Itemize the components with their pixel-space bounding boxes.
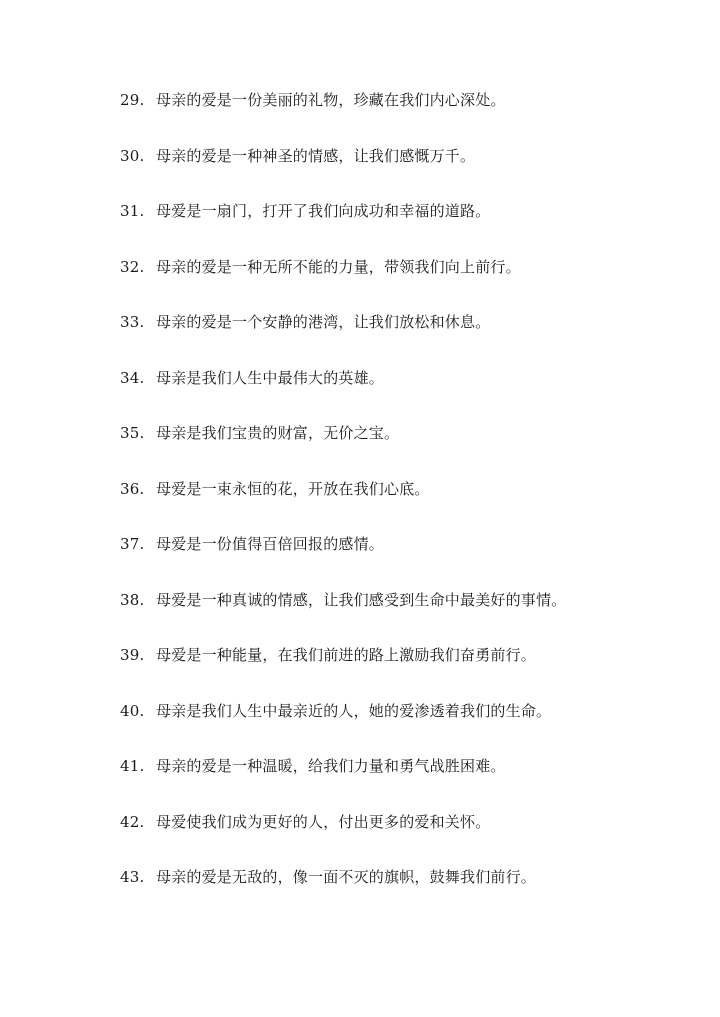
item-text: 母亲是我们人生中最亲近的人，她的爱渗透着我们的生命。: [156, 701, 552, 720]
item-text: 母爱使我们成为更好的人，付出更多的爱和关怀。: [156, 812, 491, 831]
item-number: 42.: [120, 812, 145, 831]
list-item: [120, 253, 700, 309]
item-text: 母爱是一扇门，打开了我们向成功和幸福的道路。: [156, 202, 491, 220]
item-number: 38.: [120, 590, 145, 609]
item-text: 母亲是我们人生中最伟大的英雄。: [156, 368, 385, 387]
item-number: 40.: [120, 701, 145, 720]
list-item: [120, 863, 700, 919]
item-number: 41.: [120, 757, 145, 775]
list-item: [120, 752, 700, 808]
list-item: [120, 86, 700, 142]
item-number: 33.: [120, 313, 145, 331]
item-text: 母亲的爱是一份美丽的礼物，珍藏在我们内心深处。: [156, 91, 506, 109]
list-item: [120, 586, 700, 642]
numbered-list: [120, 86, 700, 919]
list-item: [120, 419, 700, 475]
item-text: 母爱是一份值得百倍回报的感情。: [156, 535, 385, 553]
item-text: 母亲的爱是一种无所不能的力量，带领我们向上前行。: [156, 257, 521, 276]
list-item: [120, 530, 700, 586]
item-number: 32.: [120, 257, 145, 276]
list-item: [120, 308, 700, 364]
list-item: [120, 197, 700, 253]
item-text: 母爱是一种真诚的情感，让我们感受到生命中最美好的事情。: [156, 590, 567, 609]
item-number: 35.: [120, 424, 145, 442]
item-text: 母亲的爱是无敌的，像一面不灭的旗帜，鼓舞我们前行。: [156, 868, 537, 886]
item-text: 母亲的爱是一种温暖，给我们力量和勇气战胜困难。: [156, 757, 506, 775]
item-text: 母爱是一束永恒的花，开放在我们心底。: [156, 479, 430, 498]
item-number: 29.: [120, 91, 145, 109]
item-number: 31.: [120, 202, 145, 220]
item-number: 36.: [120, 479, 145, 498]
item-number: 30.: [120, 146, 145, 165]
item-number: 37.: [120, 535, 145, 553]
item-number: 34.: [120, 368, 145, 387]
list-item: [120, 142, 700, 198]
list-item: [120, 697, 700, 753]
item-number: 39.: [120, 646, 145, 664]
list-item: [120, 364, 700, 420]
list-item: [120, 641, 700, 697]
list-item: [120, 808, 700, 864]
item-text: 母亲的爱是一个安静的港湾，让我们放松和休息。: [156, 313, 491, 331]
item-number: 43.: [120, 868, 145, 886]
item-text: 母亲是我们宝贵的财富，无价之宝。: [156, 424, 400, 442]
list-item: [120, 475, 700, 531]
item-text: 母爱是一种能量，在我们前进的路上激励我们奋勇前行。: [156, 646, 537, 664]
item-text: 母亲的爱是一种神圣的情感，让我们感慨万千。: [156, 146, 476, 165]
